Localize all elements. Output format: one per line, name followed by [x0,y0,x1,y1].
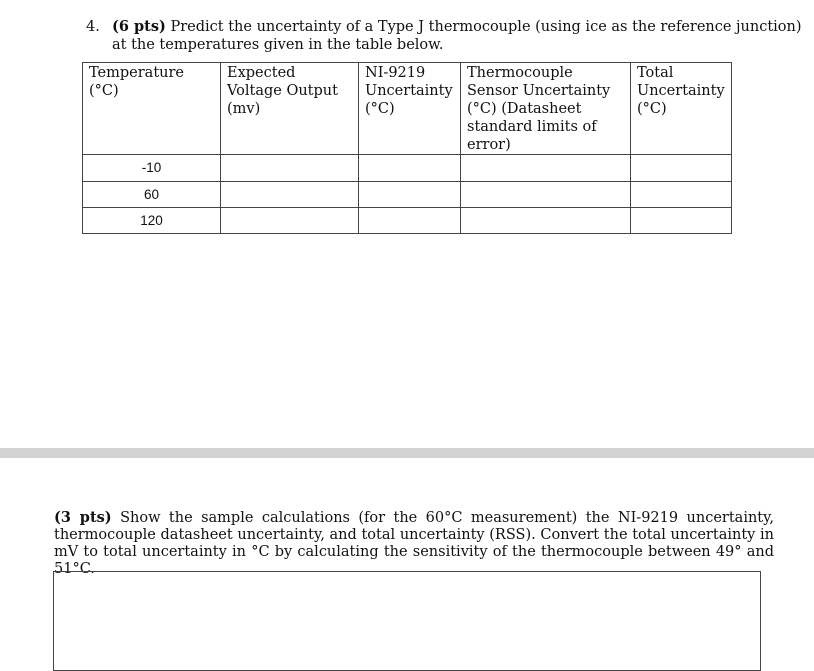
table-header-row [83,63,732,155]
header-temperature: Temperature (°C) [83,63,221,155]
question-prompt: Show the sample calculations (for the 60°C measurement) the NI-9219 uncertainty, thermocouple datasheet uncertainty, and total uncertainty (RSS). Convert the total uncertainty in mV to total uncertainty in °C by calculating the sensitivity of the thermocouple between 49° and 51°C. [54,510,774,577]
ni9219-cell[interactable] [359,182,461,208]
ni9219-cell[interactable] [359,208,461,234]
header-expected-voltage: Expected Voltage Output (mv) [221,63,359,155]
temperature-cell: -10 [83,155,221,182]
question-prompt: Predict the uncertainty of a Type J thermocouple (using ice as the reference junction) at the temperatures given in the table below. [112,19,802,53]
voltage-cell[interactable] [221,155,359,182]
table-row [83,155,732,182]
page-divider [0,448,814,458]
voltage-cell[interactable] [221,208,359,234]
voltage-cell[interactable] [221,182,359,208]
sensor-cell[interactable] [461,182,631,208]
question-3 [54,509,774,578]
ni9219-cell[interactable] [359,155,461,182]
sensor-cell[interactable] [461,208,631,234]
uncertainty-table [82,62,732,234]
question-points: (3 pts) [54,509,112,526]
question-text [112,18,802,54]
question-points: (6 pts) [112,18,166,35]
header-ni9219-uncertainty: NI-9219 Uncertainty (°C) [359,63,461,155]
answer-box[interactable] [53,571,761,671]
table-row [83,208,732,234]
header-total-uncertainty: Total Uncertainty (°C) [631,63,732,155]
temperature-cell: 60 [83,182,221,208]
question-number: 4. [86,19,100,35]
temperature-cell: 120 [83,208,221,234]
total-cell[interactable] [631,155,732,182]
sensor-cell[interactable] [461,155,631,182]
table-row [83,182,732,208]
header-sensor-uncertainty: Thermocouple Sensor Uncertainty (°C) (Datasheet standard limits of error) [461,63,631,155]
total-cell[interactable] [631,208,732,234]
total-cell[interactable] [631,182,732,208]
